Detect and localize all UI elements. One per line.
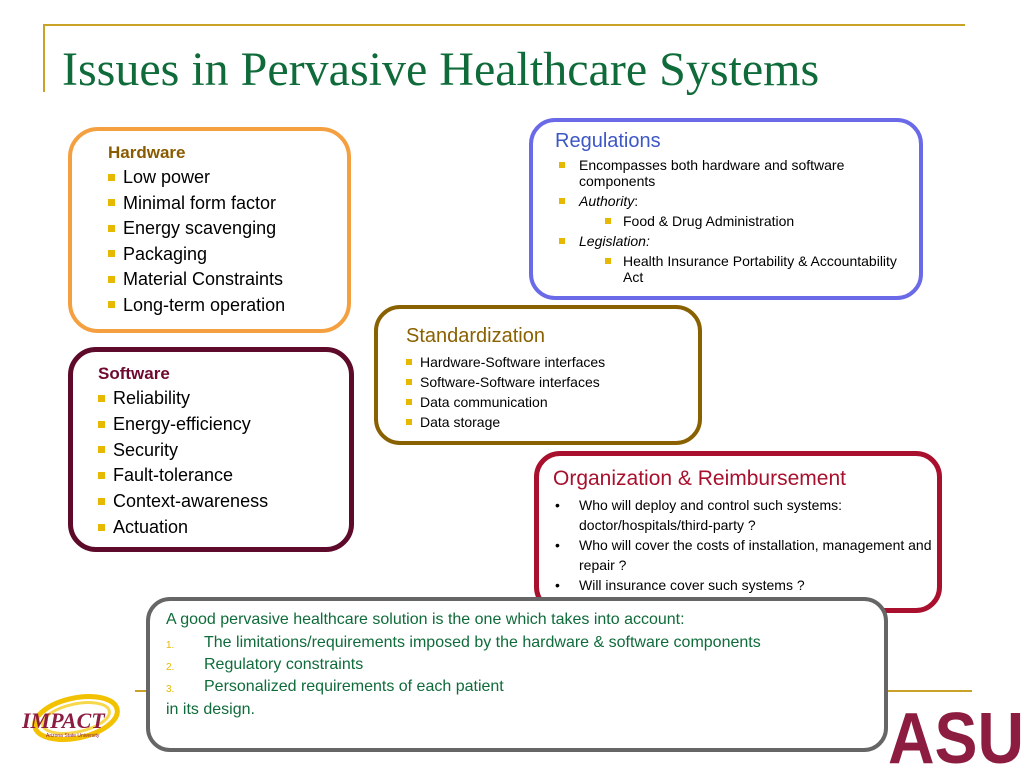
bullet-icon: [108, 250, 115, 257]
asu-logo: [888, 695, 1024, 768]
software-heading: Software: [98, 364, 170, 383]
bullet-icon: [406, 419, 412, 425]
bullet-icon: [559, 162, 565, 168]
hardware-heading: Hardware: [108, 143, 186, 162]
bullet-icon: [98, 524, 105, 531]
impact-logo: [14, 690, 124, 752]
list-item: Data storage: [406, 412, 698, 432]
regulations-list: [555, 157, 919, 285]
bullet-icon: [98, 421, 105, 428]
regulations-heading: Regulations: [555, 130, 661, 152]
hardware-box: [68, 127, 351, 333]
top-frame-line: [43, 24, 965, 26]
bullet-icon: [559, 198, 565, 204]
left-frame-line: [43, 24, 45, 92]
list-item: Fault-tolerance: [98, 463, 349, 489]
list-item: • Will insurance cover such systems ?: [555, 577, 805, 593]
list-item: Software-Software interfaces: [406, 372, 698, 392]
impact-logo-subtext: Arizona State University: [46, 733, 100, 739]
standardization-list: [406, 352, 698, 432]
organization-list: [553, 495, 937, 595]
software-list: [98, 386, 349, 541]
list-item: Long-term operation: [108, 293, 347, 319]
list-item: Food & Drug Administration: [555, 213, 919, 229]
summary-outro: in its design.: [166, 701, 255, 718]
bullet-icon: [108, 199, 115, 206]
list-item: Data communication: [406, 392, 698, 412]
bullet-dot-icon: •: [555, 497, 560, 513]
asu-logo-text: ASU: [888, 699, 1024, 768]
bullet-icon: [605, 258, 611, 264]
list-item: 1. The limitations/requirements imposed by the hardware & software components: [166, 634, 761, 651]
list-item: Security: [98, 438, 349, 464]
bullet-icon: [98, 498, 105, 505]
bullet-icon: [98, 472, 105, 479]
list-item: Hardware-Software interfaces: [406, 352, 698, 372]
list-item: Health Insurance Portability & Accountability Act: [555, 253, 919, 285]
list-item: 3. Personalized requirements of each patient: [166, 678, 504, 695]
hardware-list: [108, 165, 347, 318]
list-item: Reliability: [98, 386, 349, 412]
footer-line-right: [888, 690, 972, 692]
list-item: Material Constraints: [108, 267, 347, 293]
list-item: • Who will deploy and control such systems: doctor/hospitals/third-party ?: [555, 497, 842, 533]
bullet-icon: [406, 379, 412, 385]
software-box: [68, 347, 354, 552]
list-item: Encompasses both hardware and software components: [555, 157, 919, 189]
list-item: • Who will cover the costs of installation, management and repair ?: [555, 537, 932, 573]
organization-heading: Organization & Reimbursement: [553, 467, 846, 490]
bullet-dot-icon: •: [555, 537, 560, 553]
bullet-icon: [559, 238, 565, 244]
list-item: Authority:: [555, 193, 919, 209]
organization-box: [534, 451, 942, 613]
list-item: Minimal form factor: [108, 191, 347, 217]
list-item: Packaging: [108, 242, 347, 268]
bullet-icon: [108, 225, 115, 232]
bullet-icon: [406, 399, 412, 405]
summary-list: [166, 634, 884, 696]
standardization-box: [374, 305, 702, 445]
regulations-box: [529, 118, 923, 300]
bullet-icon: [98, 446, 105, 453]
summary-box: [146, 597, 888, 752]
bullet-icon: [108, 301, 115, 308]
list-item: Actuation: [98, 515, 349, 541]
list-item: Context-awareness: [98, 489, 349, 515]
standardization-heading: Standardization: [406, 325, 545, 347]
list-item: 2. Regulatory constraints: [166, 656, 364, 673]
bullet-dot-icon: •: [555, 577, 560, 593]
bullet-icon: [108, 276, 115, 283]
bullet-icon: [98, 395, 105, 402]
impact-logo-text: IMPACT: [22, 708, 105, 733]
list-item: Low power: [108, 165, 347, 191]
bullet-icon: [406, 359, 412, 365]
summary-intro: A good pervasive healthcare solution is the one which takes into account:: [166, 611, 685, 628]
bullet-icon: [605, 218, 611, 224]
list-item: Energy scavenging: [108, 216, 347, 242]
slide-title: Issues in Pervasive Healthcare Systems: [62, 43, 820, 96]
list-item: Energy-efficiency: [98, 412, 349, 438]
list-item: Legislation:: [555, 233, 919, 249]
bullet-icon: [108, 174, 115, 181]
